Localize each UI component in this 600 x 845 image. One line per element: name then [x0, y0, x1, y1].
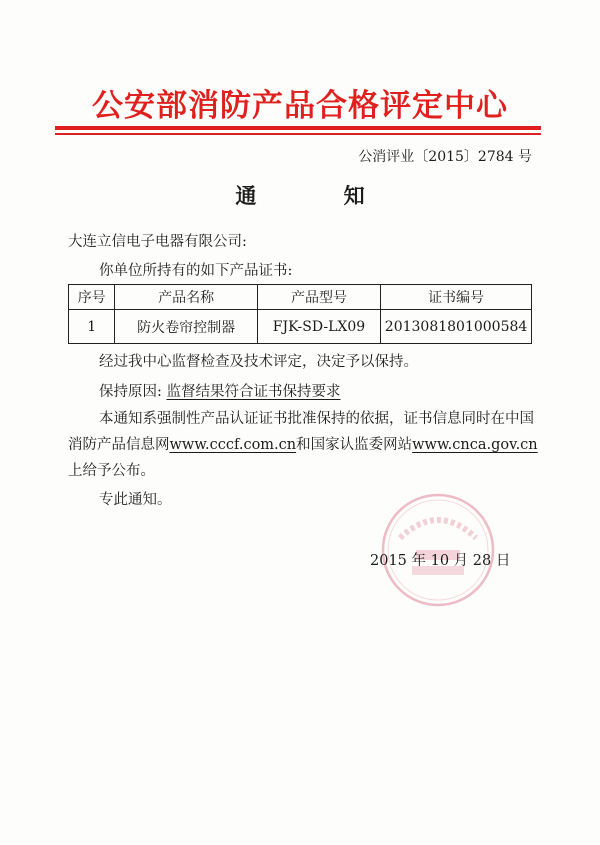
cell-product-name: 防火卷帘控制器 — [115, 310, 257, 344]
table-row — [69, 310, 532, 344]
document-number: 公消评业〔2015〕2784 号 — [358, 149, 532, 165]
header-product-model: 产品型号 — [257, 285, 380, 310]
letterhead-rule-thick — [55, 126, 541, 130]
header-certificate-number: 证书编号 — [381, 285, 532, 310]
issue-date: 2015 年 10 月 28 日 — [370, 553, 511, 569]
cnca-link[interactable]: www.cnca.gov.cn — [412, 437, 538, 453]
closing-line: 专此通知。 — [99, 492, 172, 508]
reason-text: 监督结果符合证书保持要求 — [166, 384, 341, 400]
letterhead-title: 公安部消防产品合格评定中心 — [92, 88, 508, 124]
certificate-table — [68, 284, 532, 344]
notice-title: 通 知 — [235, 184, 405, 208]
letterhead-rule-thin — [55, 133, 541, 135]
reason-label: 保持原因: — [99, 384, 162, 400]
decision-line: 经过我中心监督检查及技术评定，决定予以保持。 — [99, 354, 418, 370]
header-product-name: 产品名称 — [115, 285, 257, 310]
intro-line: 你单位所持有的如下产品证书: — [99, 263, 293, 279]
header-serial: 序号 — [69, 285, 115, 310]
basis-prefix: 消防产品信息网 — [68, 437, 170, 453]
cell-product-model: FJK-SD-LX09 — [257, 310, 380, 344]
reason-line — [99, 380, 341, 401]
table-header-row — [69, 285, 532, 310]
addressee: 大连立信电子电器有限公司: — [68, 234, 247, 250]
cccf-link[interactable]: www.cccf.com.cn — [169, 437, 297, 453]
basis-middle: 和国家认监委网站 — [296, 437, 413, 453]
cell-serial: 1 — [69, 310, 115, 344]
basis-line-3: 上给予公布。 — [68, 463, 155, 479]
basis-line-1: 本通知系强制性产品认证证书批准保持的依据，证书信息同时在中国 — [99, 411, 534, 427]
basis-line-2 — [68, 433, 538, 454]
cell-certificate-number: 2013081801000584 — [381, 310, 532, 344]
